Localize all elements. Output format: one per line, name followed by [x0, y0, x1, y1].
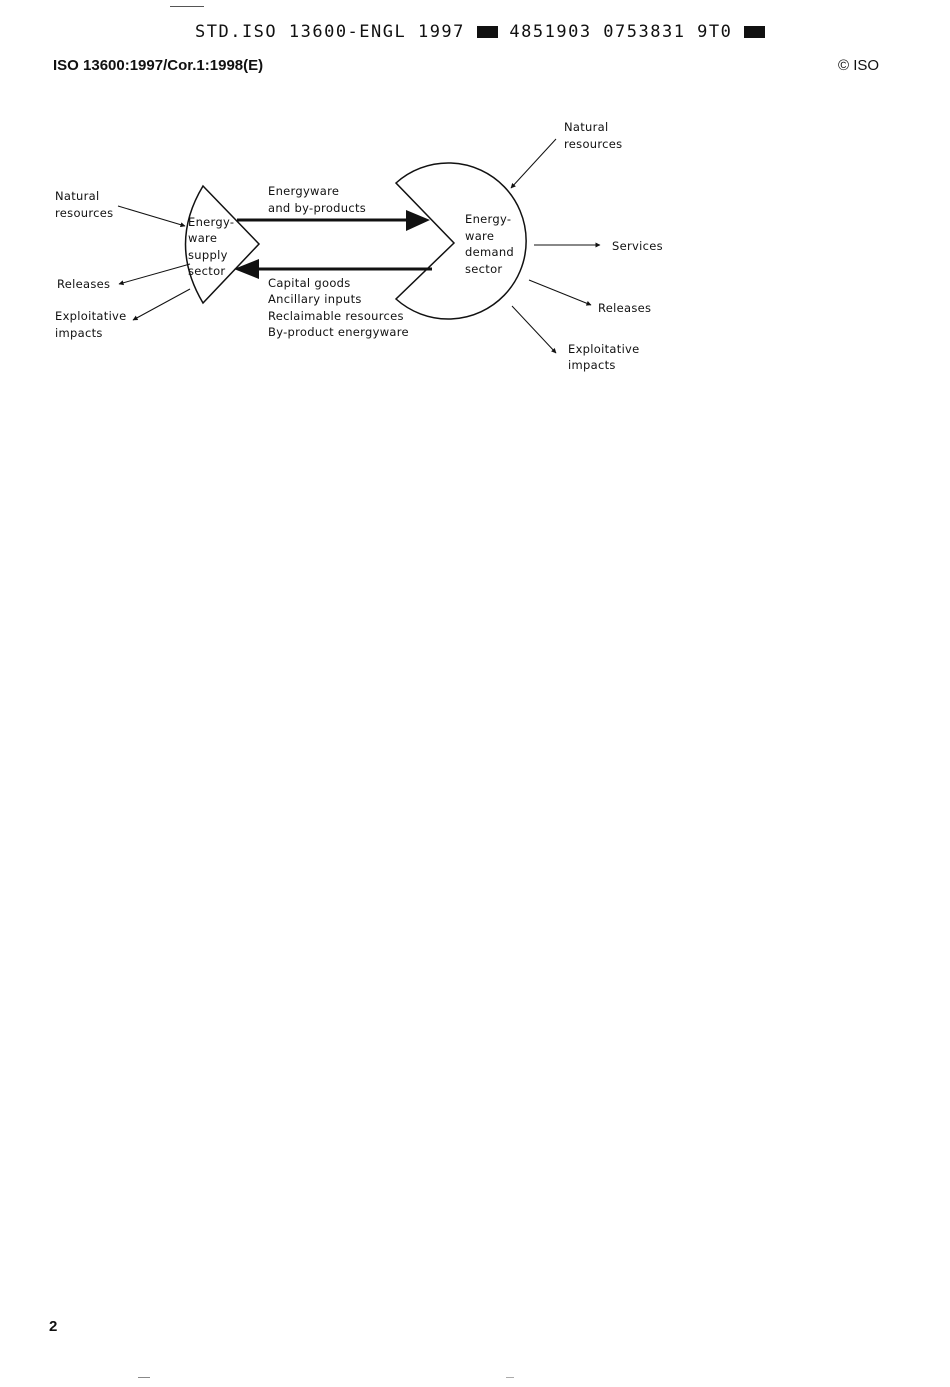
demand-sector-label-2: ware — [465, 229, 495, 243]
copyright: © ISO — [838, 57, 880, 74]
flow-to-supply-label-3: Reclaimable resources — [268, 309, 404, 323]
flow-arrowhead-to-supply — [234, 259, 259, 279]
page-number: 2 — [49, 1318, 58, 1335]
supply-releases-label: Releases — [57, 277, 111, 291]
demand-natural-resources-line — [511, 139, 556, 188]
flow-arrowhead-to-demand — [406, 210, 430, 231]
demand-releases-label: Releases — [598, 301, 652, 315]
demand-natural-resources-label-2: resources — [564, 137, 623, 151]
flow-to-supply-label-2: Ancillary inputs — [268, 292, 362, 306]
demand-sector-label-4: sector — [465, 262, 503, 276]
supply-impacts-label-1: Exploitative — [55, 309, 127, 323]
footer-mark-1 — [138, 1377, 150, 1378]
std-header-code: 4851903 0753831 9T0 — [509, 22, 733, 42]
supply-sector-label-4: sector — [188, 264, 226, 278]
demand-impacts-label-1: Exploitative — [568, 342, 640, 356]
flow-to-demand-label-2: and by-products — [268, 201, 367, 215]
demand-sector-label-3: demand — [465, 245, 515, 259]
demand-sector-shape — [396, 163, 526, 319]
flow-to-supply-label-1: Capital goods — [268, 276, 351, 290]
supply-releases-line — [119, 264, 190, 284]
energyware-flow-diagram — [0, 0, 950, 400]
std-header-text: STD.ISO 13600-ENGL 1997 — [195, 22, 465, 42]
document-id: ISO 13600:1997/Cor.1:1998(E) — [53, 57, 264, 74]
demand-releases-line — [529, 280, 591, 305]
supply-natural-resources-label-2: resources — [55, 206, 114, 220]
footer-mark-2 — [506, 1377, 514, 1378]
demand-impacts-label-2: impacts — [568, 358, 616, 372]
flow-to-demand-label-1: Energyware — [268, 184, 340, 198]
supply-sector-label-3: supply — [188, 248, 228, 262]
supply-impacts-line — [133, 289, 190, 320]
demand-sector-label-1: Energy- — [465, 212, 512, 226]
supply-natural-resources-line — [118, 206, 185, 226]
demand-impacts-line — [512, 306, 556, 353]
supply-sector-label-2: ware — [188, 231, 218, 245]
supply-impacts-label-2: impacts — [55, 326, 103, 340]
supply-sector-label-1: Energy- — [188, 215, 235, 229]
supply-natural-resources-label-1: Natural — [55, 189, 100, 203]
flow-to-supply-label-4: By-product energyware — [268, 325, 409, 339]
demand-natural-resources-label-1: Natural — [564, 120, 609, 134]
demand-services-label: Services — [612, 239, 663, 253]
